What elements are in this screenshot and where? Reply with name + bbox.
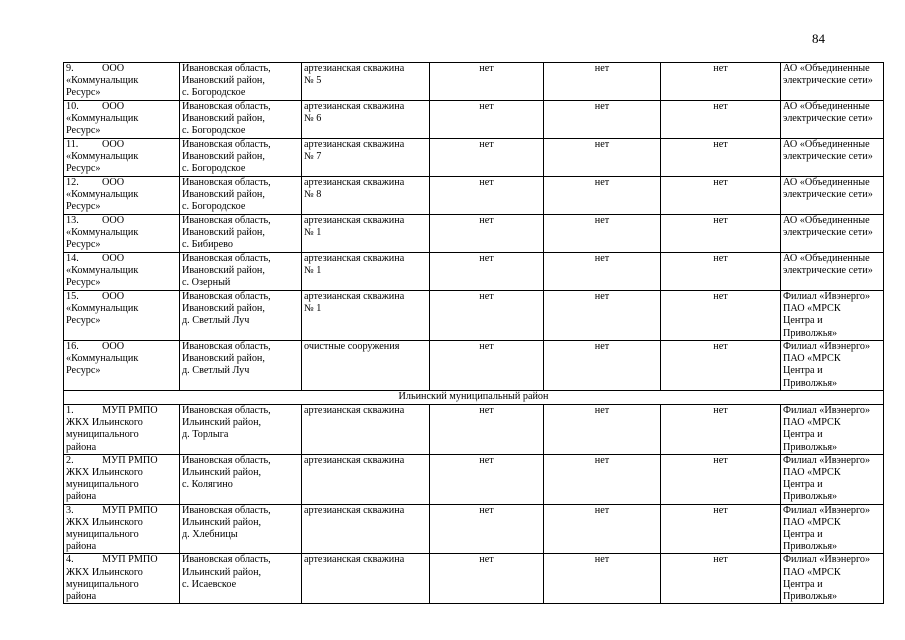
- address-cell: Ивановская область, Ивановский район, с. Озерный: [180, 253, 302, 291]
- status-cell: нет: [430, 405, 544, 455]
- object-cell: артезианская скважина № 1: [302, 291, 430, 341]
- row-number: 13.: [66, 215, 79, 226]
- row-number: 14.: [66, 253, 79, 264]
- status-cell: нет: [430, 215, 544, 253]
- network-org-cell: Филиал «Ивэнерго» ПАО «МРСК Центра и Приволжья»: [781, 504, 884, 554]
- org-cell: 9. ООО «Коммунальщик Ресурс»: [64, 63, 180, 101]
- status-cell: нет: [661, 554, 781, 604]
- object-cell: артезианская скважина: [302, 405, 430, 455]
- object-cell: артезианская скважина № 7: [302, 139, 430, 177]
- network-org-cell: Филиал «Ивэнерго» ПАО «МРСК Центра и Приволжья»: [781, 554, 884, 604]
- address-cell: Ивановская область, Ивановский район, д. Светлый Луч: [180, 341, 302, 391]
- address-cell: Ивановская область, Ивановский район, с. Бибирево: [180, 215, 302, 253]
- org-cell: 3. МУП РМПО ЖКХ Ильинского муниципального района: [64, 504, 180, 554]
- status-cell: нет: [544, 253, 661, 291]
- facilities-table: [63, 62, 884, 604]
- table-row: [64, 341, 884, 391]
- status-cell: нет: [430, 454, 544, 504]
- status-cell: нет: [430, 291, 544, 341]
- address-cell: Ивановская область, Ивановский район, с. Богородское: [180, 177, 302, 215]
- status-cell: нет: [661, 215, 781, 253]
- network-org-cell: Филиал «Ивэнерго» ПАО «МРСК Центра и Приволжья»: [781, 454, 884, 504]
- address-cell: Ивановская область, Ильинский район, с. Колягино: [180, 454, 302, 504]
- table-row: [64, 554, 884, 604]
- address-cell: Ивановская область, Ильинский район, с. Исаевское: [180, 554, 302, 604]
- org-cell: 13. ООО «Коммунальщик Ресурс»: [64, 215, 180, 253]
- network-org-cell: Филиал «Ивэнерго» ПАО «МРСК Центра и Приволжья»: [781, 291, 884, 341]
- status-cell: нет: [661, 177, 781, 215]
- status-cell: нет: [661, 253, 781, 291]
- object-cell: артезианская скважина № 1: [302, 215, 430, 253]
- status-cell: нет: [661, 405, 781, 455]
- status-cell: нет: [544, 454, 661, 504]
- table-row: [64, 63, 884, 101]
- table-row: [64, 291, 884, 341]
- address-cell: Ивановская область, Ивановский район, с. Богородское: [180, 63, 302, 101]
- network-org-cell: АО «Объединенные электрические сети»: [781, 139, 884, 177]
- status-cell: нет: [430, 554, 544, 604]
- network-org-cell: АО «Объединенные электрические сети»: [781, 101, 884, 139]
- address-cell: Ивановская область, Ивановский район, д. Светлый Луч: [180, 291, 302, 341]
- status-cell: нет: [544, 177, 661, 215]
- network-org-cell: Филиал «Ивэнерго» ПАО «МРСК Центра и Приволжья»: [781, 405, 884, 455]
- status-cell: нет: [430, 341, 544, 391]
- object-cell: артезианская скважина: [302, 454, 430, 504]
- row-number: 9.: [66, 63, 74, 74]
- object-cell: очистные сооружения: [302, 341, 430, 391]
- status-cell: нет: [544, 215, 661, 253]
- object-cell: артезианская скважина № 8: [302, 177, 430, 215]
- org-cell: 4. МУП РМПО ЖКХ Ильинского муниципального района: [64, 554, 180, 604]
- status-cell: нет: [661, 504, 781, 554]
- org-cell: 10. ООО «Коммунальщик Ресурс»: [64, 101, 180, 139]
- status-cell: нет: [430, 101, 544, 139]
- org-cell: 11. ООО «Коммунальщик Ресурс»: [64, 139, 180, 177]
- row-number: 16.: [66, 341, 79, 352]
- row-number: 11.: [66, 139, 79, 150]
- object-cell: артезианская скважина № 5: [302, 63, 430, 101]
- org-cell: 1. МУП РМПО ЖКХ Ильинского муниципального района: [64, 405, 180, 455]
- network-org-cell: АО «Объединенные электрические сети»: [781, 253, 884, 291]
- org-cell: 16. ООО «Коммунальщик Ресурс»: [64, 341, 180, 391]
- table-row: [64, 177, 884, 215]
- table-row: [64, 454, 884, 504]
- status-cell: нет: [544, 101, 661, 139]
- status-cell: нет: [661, 454, 781, 504]
- page-number: 84: [812, 31, 825, 46]
- network-org-cell: АО «Объединенные электрические сети»: [781, 177, 884, 215]
- section-title: Ильинский муниципальный район: [64, 391, 884, 405]
- object-cell: артезианская скважина: [302, 554, 430, 604]
- address-cell: Ивановская область, Ильинский район, д. Торлыга: [180, 405, 302, 455]
- status-cell: нет: [661, 341, 781, 391]
- network-org-cell: АО «Объединенные электрические сети»: [781, 215, 884, 253]
- status-cell: нет: [661, 291, 781, 341]
- row-number: 15.: [66, 291, 79, 302]
- org-cell: 14. ООО «Коммунальщик Ресурс»: [64, 253, 180, 291]
- status-cell: нет: [544, 405, 661, 455]
- network-org-cell: Филиал «Ивэнерго» ПАО «МРСК Центра и Приволжья»: [781, 341, 884, 391]
- status-cell: нет: [430, 139, 544, 177]
- status-cell: нет: [430, 253, 544, 291]
- status-cell: нет: [544, 63, 661, 101]
- status-cell: нет: [544, 291, 661, 341]
- status-cell: нет: [430, 504, 544, 554]
- section-row: [64, 391, 884, 405]
- status-cell: нет: [661, 63, 781, 101]
- status-cell: нет: [544, 554, 661, 604]
- address-cell: Ивановская область, Ильинский район, д. Хлебницы: [180, 504, 302, 554]
- status-cell: нет: [430, 63, 544, 101]
- table-row: [64, 504, 884, 554]
- object-cell: артезианская скважина № 6: [302, 101, 430, 139]
- org-cell: 12. ООО «Коммунальщик Ресурс»: [64, 177, 180, 215]
- org-cell: 2. МУП РМПО ЖКХ Ильинского муниципального района: [64, 454, 180, 504]
- row-number: 1.: [66, 405, 74, 416]
- row-number: 2.: [66, 454, 74, 466]
- status-cell: нет: [661, 101, 781, 139]
- address-cell: Ивановская область, Ивановский район, с. Богородское: [180, 139, 302, 177]
- status-cell: нет: [544, 504, 661, 554]
- table-row: [64, 215, 884, 253]
- row-number: 4.: [66, 554, 74, 566]
- org-cell: 15. ООО «Коммунальщик Ресурс»: [64, 291, 180, 341]
- object-cell: артезианская скважина № 1: [302, 253, 430, 291]
- address-cell: Ивановская область, Ивановский район, с. Богородское: [180, 101, 302, 139]
- network-org-cell: АО «Объединенные электрические сети»: [781, 63, 884, 101]
- status-cell: нет: [544, 341, 661, 391]
- row-number: 12.: [66, 177, 79, 188]
- row-number: 10.: [66, 101, 79, 112]
- status-cell: нет: [661, 139, 781, 177]
- status-cell: нет: [544, 139, 661, 177]
- table-row: [64, 139, 884, 177]
- status-cell: нет: [430, 177, 544, 215]
- table-row: [64, 101, 884, 139]
- table-row: [64, 253, 884, 291]
- object-cell: артезианская скважина: [302, 504, 430, 554]
- row-number: 3.: [66, 504, 74, 516]
- table-row: [64, 405, 884, 455]
